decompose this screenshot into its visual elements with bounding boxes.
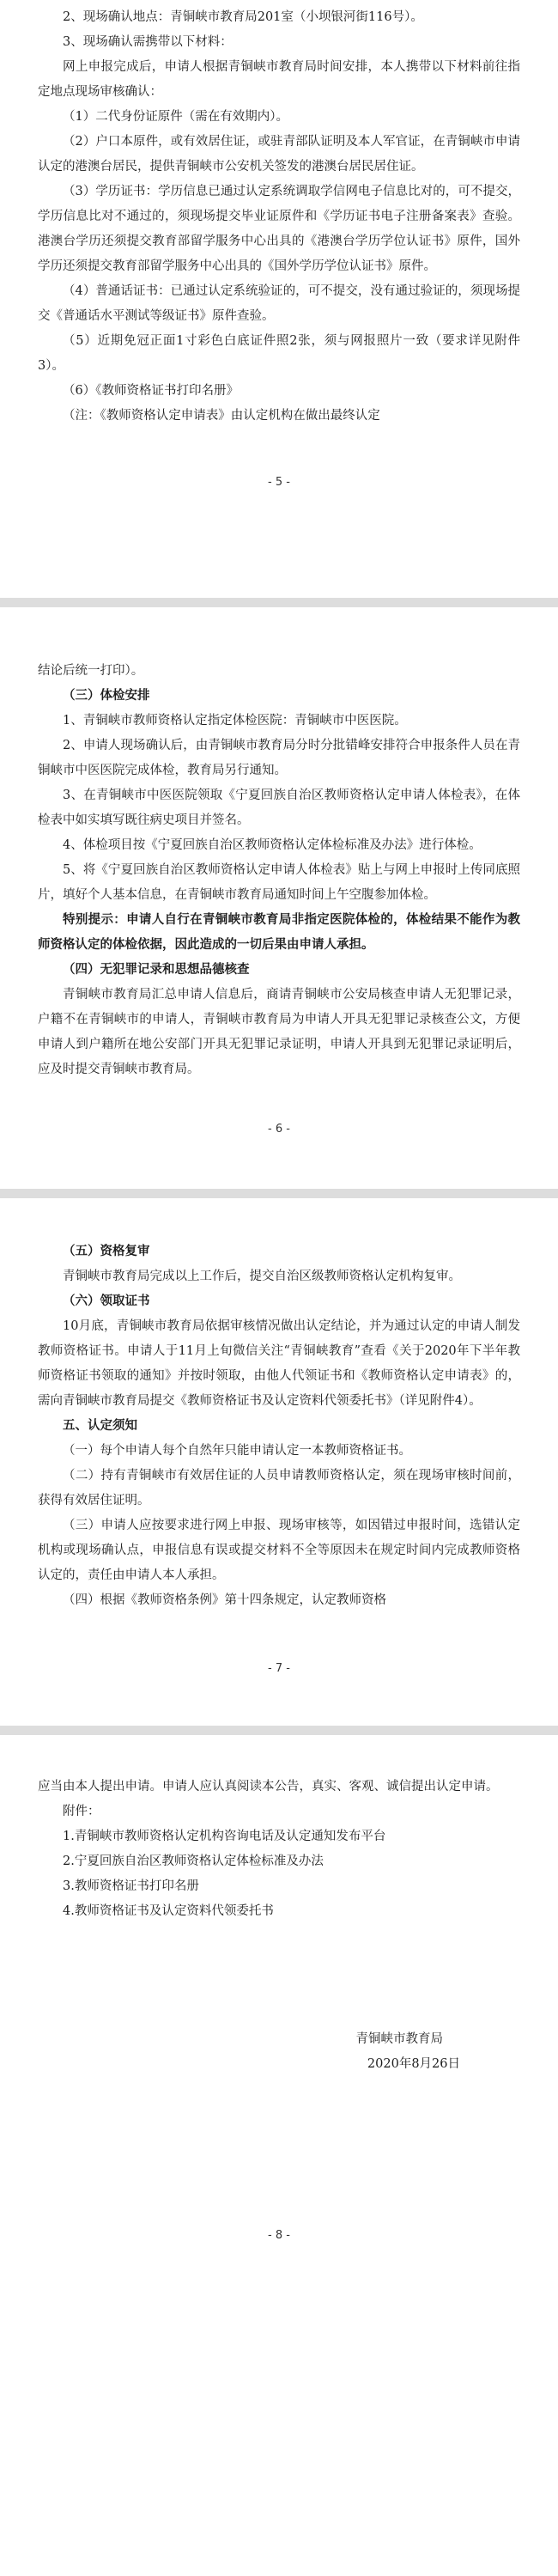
paragraph: 3、现场确认需携带以下材料： [63,35,233,49]
attachment-item: 3.教师资格证书打印名册 [63,1879,199,1893]
special-notice-label: 特别提示： [63,913,127,927]
special-notice [38,908,520,958]
paragraph: 网上申报完成后，申请人根据青铜峡市教育局时间安排，本人携带以下材料前往指定地点现场审核确认： [38,60,520,99]
paragraph: 2、现场确认地点：青铜峡市教育局201室（小坝银河街116号）。 [63,10,423,24]
page-separator [0,598,558,607]
paragraph: （三）申请人应按要求进行网上申报、现场审核等，如因错过申报时间，选错认定机构或现场确认点，申报信息有误或提交材料不全等原因未在规定时间内完成教师资格认定的，责任由申请人本人承担。 [38,1519,520,1582]
section-heading: （六）领取证书 [63,1294,150,1308]
page-number: - 6 - [268,1123,290,1136]
page-number: - 8 - [268,2229,290,2242]
paragraph: （一）每个申请人每个自然年只能申请认定一本教师资格证书。 [63,1444,411,1458]
paragraph-continuation: 应当由本人提出申请。申请人应认真阅读本公告，真实、客观、诚信提出认定申请。 [38,1780,499,1793]
attachments-label: 附件： [63,1805,100,1818]
paragraph: 3、在青铜峡市中医医院领取《宁夏回族自治区教师资格认定申请人体检表》，在体检表中如实填写既往病史项目并签名。 [38,789,520,827]
paragraph: （5）近期免冠正面1寸彩色白底证件照2张，须与网报照片一致（要求详见附件3）。 [38,334,520,373]
paragraph: （1）二代身份证原件（需在有效期内）。 [63,110,288,124]
attachment-item: 2.宁夏回族自治区教师资格认定体检标准及办法 [63,1854,324,1868]
section-heading: 五、认定须知 [63,1419,137,1433]
paragraph: 1、青铜峡市教师资格认定指定体检医院：青铜峡市中医医院。 [63,714,407,728]
page-separator [0,1726,558,1735]
paragraph: 2、申请人现场确认后，由青铜峡市教育局分时分批错峰安排符合申报条件人员在青铜峡市中医医院完成体检，教育局另行通知。 [38,739,520,777]
page-separator [0,1189,558,1198]
paragraph: 4、体检项目按《宁夏回族自治区教师资格认定体检标准及办法》进行体检。 [63,838,482,852]
paragraph: （3）学历证书：学历信息已通过认定系统调取学信网电子信息比对的，可不提交，学历信息比对不通过的，须现场提交毕业证原件和《学历证书电子注册备案表》查验。港澳台学历还须提交教育部留学服务中心出具的《港澳台学历学位认证书》原件，国外学历还须提交教育部留学服务中心出具的《国外学历学位认证书》原件。 [38,185,520,273]
paragraph: （2）户口本原件，或有效居住证，或驻青部队证明及本人军官证，在青铜峡市申请认定的港澳台居民，提供青铜峡市公安机关签发的港澳台居民居住证。 [38,135,520,174]
paragraph: （四）根据《教师资格条例》第十四条规定，认定教师资格 [63,1593,386,1607]
section-heading: （四）无犯罪记录和思想品德核查 [63,963,250,977]
page-number: - 7 - [268,1662,290,1675]
paragraph: 5、将《宁夏回族自治区教师资格认定申请人体检表》贴上与网上申报时上传同底照片，填好个人基本信息，在青铜峡市教育局通知时间上午空腹参加体检。 [38,863,520,902]
attachment-item: 1.青铜峡市教师资格认定机构咨询电话及认定通知发布平台 [63,1830,386,1843]
section-heading: （五）资格复审 [63,1245,150,1258]
special-notice-text: 申请人自行在青铜峡市教育局非指定医院体检的，体检结果不能作为教师资格认定的体检依据，因此造成的一切后果由申请人承担。 [38,913,521,952]
page-number: - 5 - [268,476,290,489]
paragraph: （6）《教师资格证书打印名册》 [63,384,239,398]
paragraph: 青铜峡市教育局汇总申请人信息后，商请青铜峡市公安局核查申请人无犯罪记录，户籍不在青铜峡市的申请人，青铜峡市教育局为申请人开具无犯罪记录核查公文，方便申请人到户籍所在地公安部门开具无犯罪记录证明，申请人开具到无犯罪记录证明后，应及时提交青铜峡市教育局。 [38,988,520,1076]
paragraph: （注：《教师资格认定申请表》由认定机构在做出最终认定 [63,409,380,423]
section-heading: （三）体检安排 [63,689,150,703]
paragraph: 10月底，青铜峡市教育局依据审核情况做出认定结论，并为通过认定的申请人制发教师资格证书。申请人于11月上旬微信关注“青铜峡教育”查看《关于2020年下半年教师资格证书领取的通知》并按时领取，由他人代领证书和《教师资格认定申请表》的，需向青铜峡市教育局提交《教师资格证书及认定资料代领委托书》（详见附件4）。 [38,1319,520,1408]
paragraph-continuation: 结论后统一打印）。 [38,664,144,678]
signature: 青铜峡市教育局 [355,2032,443,2046]
paragraph: （4）普通话证书：已通过认定系统验证的，可不提交，没有通过验证的，须现场提交《普通话水平测试等级证书》原件查验。 [38,284,520,323]
date: 2020年8月26日 [367,2057,460,2071]
paragraph: 青铜峡市教育局完成以上工作后，提交自治区级教师资格认定机构复审。 [63,1270,461,1283]
paragraph: （二）持有青铜峡市有效居住证的人员申请教师资格认定，须在现场审核时间前，获得有效居住证明。 [38,1469,520,1507]
attachment-item: 4.教师资格证书及认定资料代领委托书 [63,1904,274,1918]
